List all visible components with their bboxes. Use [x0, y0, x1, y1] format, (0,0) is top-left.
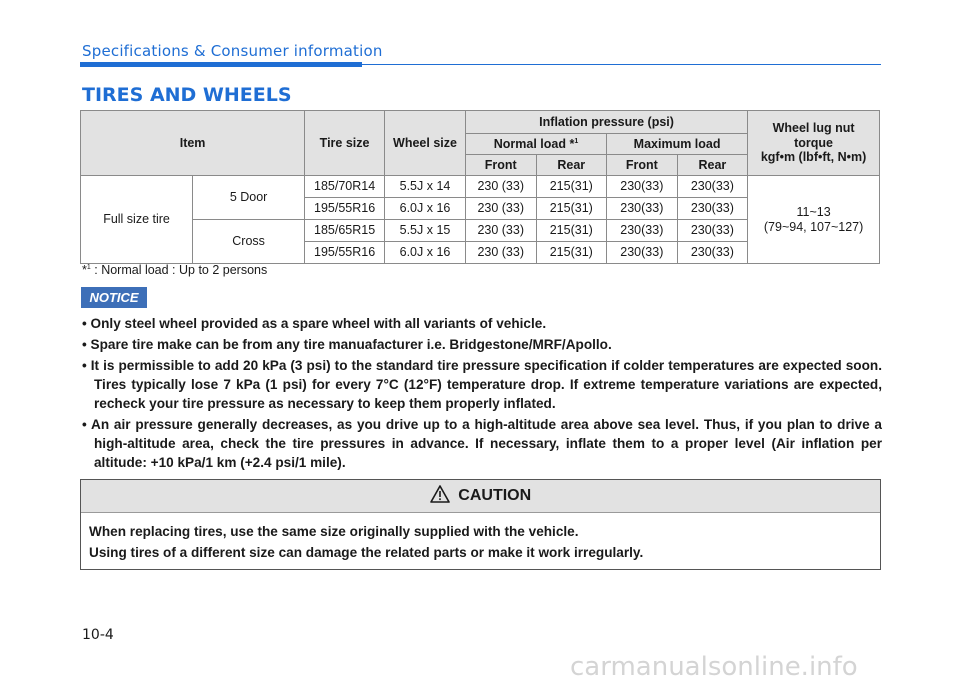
notice-badge: NOTICE [81, 287, 147, 308]
tire-size-cell: 185/70R14 [305, 176, 385, 198]
normal-load-label: Normal load * [493, 136, 575, 151]
wheel-size-cell: 6.0J x 16 [385, 242, 466, 264]
variant-5-door: 5 Door [193, 176, 305, 220]
warning-icon [430, 485, 450, 503]
watermark: carmanualsonline.info [570, 652, 858, 682]
lug-line-2: torque [794, 135, 834, 150]
header-tire-size: Tire size [305, 111, 385, 176]
caution-header [81, 480, 880, 513]
wheel-size-cell: 6.0J x 16 [385, 198, 466, 220]
caution-title: CAUTION [458, 487, 532, 504]
page-title: TIRES AND WHEELS [82, 84, 292, 106]
header-max-rear: Rear [677, 155, 748, 176]
max-rear-cell: 230(33) [677, 198, 748, 220]
normal-rear-cell: 215(31) [536, 220, 607, 242]
tire-size-cell: 195/55R16 [305, 242, 385, 264]
header-normal-rear: Rear [536, 155, 607, 176]
caution-line: Using tires of a different size can damage the related parts or make it work irregularly. [89, 545, 644, 560]
caution-line: When replacing tires, use the same size originally supplied with the vehicle. [89, 524, 579, 539]
notice-item: • Spare tire make can be from any tire manuafacturer i.e. Bridgestone/MRF/Apollo. [82, 337, 612, 352]
tire-spec-table [80, 110, 880, 264]
caution-body [81, 513, 880, 563]
normal-front-cell: 230 (33) [465, 176, 536, 198]
wheel-size-cell: 5.5J x 14 [385, 176, 466, 198]
torque-value-line-1: 11~13 [796, 205, 831, 220]
max-front-cell: 230(33) [607, 176, 678, 198]
header-wheel-size: Wheel size [385, 111, 466, 176]
tire-size-cell: 185/65R15 [305, 220, 385, 242]
max-rear-cell: 230(33) [677, 220, 748, 242]
variant-cross: Cross [193, 220, 305, 264]
caution-box [80, 479, 881, 570]
wheel-size-cell: 5.5J x 15 [385, 220, 466, 242]
header-item: Item [81, 111, 305, 176]
lug-line-1: Wheel lug nut [772, 121, 855, 136]
full-size-tire-cell: Full size tire [81, 176, 193, 264]
header-normal-load [465, 134, 606, 155]
page-number: 10-4 [82, 627, 114, 643]
footnote-sup: 1 [86, 263, 91, 271]
table-row [81, 176, 880, 198]
notice-item: • An air pressure generally decreases, as you drive up to a high-altitude area above sea level. Thus, if you plan to drive a high-altitude area, check the tire pressures in advance. If necessary, inflate them to a proper level (Air inflation per altitude: +10 kPa/1 km (+2.4 psi/1 mile). [82, 417, 882, 470]
section-rule-thin [362, 64, 881, 65]
normal-load-footnote-mark: 1 [574, 137, 579, 145]
max-rear-cell: 230(33) [677, 242, 748, 264]
max-front-cell: 230(33) [607, 220, 678, 242]
footnote-text: : Normal load : Up to 2 persons [90, 263, 268, 277]
header-lug-nut-torque [748, 111, 880, 176]
header-inflation-pressure: Inflation pressure (psi) [465, 111, 747, 134]
lug-torque-value [748, 176, 880, 264]
section-rule-thick [80, 62, 362, 67]
torque-value-line-2: (79~94, 107~127) [763, 219, 864, 234]
max-rear-cell: 230(33) [677, 176, 748, 198]
max-front-cell: 230(33) [607, 198, 678, 220]
normal-front-cell: 230 (33) [465, 242, 536, 264]
normal-front-cell: 230 (33) [465, 198, 536, 220]
header-max-front: Front [607, 155, 678, 176]
footnote-mark: * [82, 263, 87, 277]
header-maximum-load: Maximum load [607, 134, 748, 155]
notice-item: • It is permissible to add 20 kPa (3 psi) to the standard tire pressure specification if colder temperatures are expected soon. Tires typically lose 7 kPa (1 psi) for every 7°C (12°F) temperature drop. If extreme temperature variations are expected, recheck your tire pressure as necessary to keep them properly inflated. [82, 358, 882, 411]
notice-list [80, 314, 882, 474]
section-title: Specifications & Consumer information [82, 42, 383, 60]
lug-line-3: kgf•m (lbf•ft, N•m) [760, 150, 867, 165]
normal-rear-cell: 215(31) [536, 242, 607, 264]
normal-front-cell: 230 (33) [465, 220, 536, 242]
tire-size-cell: 195/55R16 [305, 198, 385, 220]
normal-rear-cell: 215(31) [536, 176, 607, 198]
header-normal-front: Front [465, 155, 536, 176]
max-front-cell: 230(33) [607, 242, 678, 264]
notice-item: • Only steel wheel provided as a spare wheel with all variants of vehicle. [82, 316, 547, 331]
table-footnote [82, 263, 267, 277]
normal-rear-cell: 215(31) [536, 198, 607, 220]
